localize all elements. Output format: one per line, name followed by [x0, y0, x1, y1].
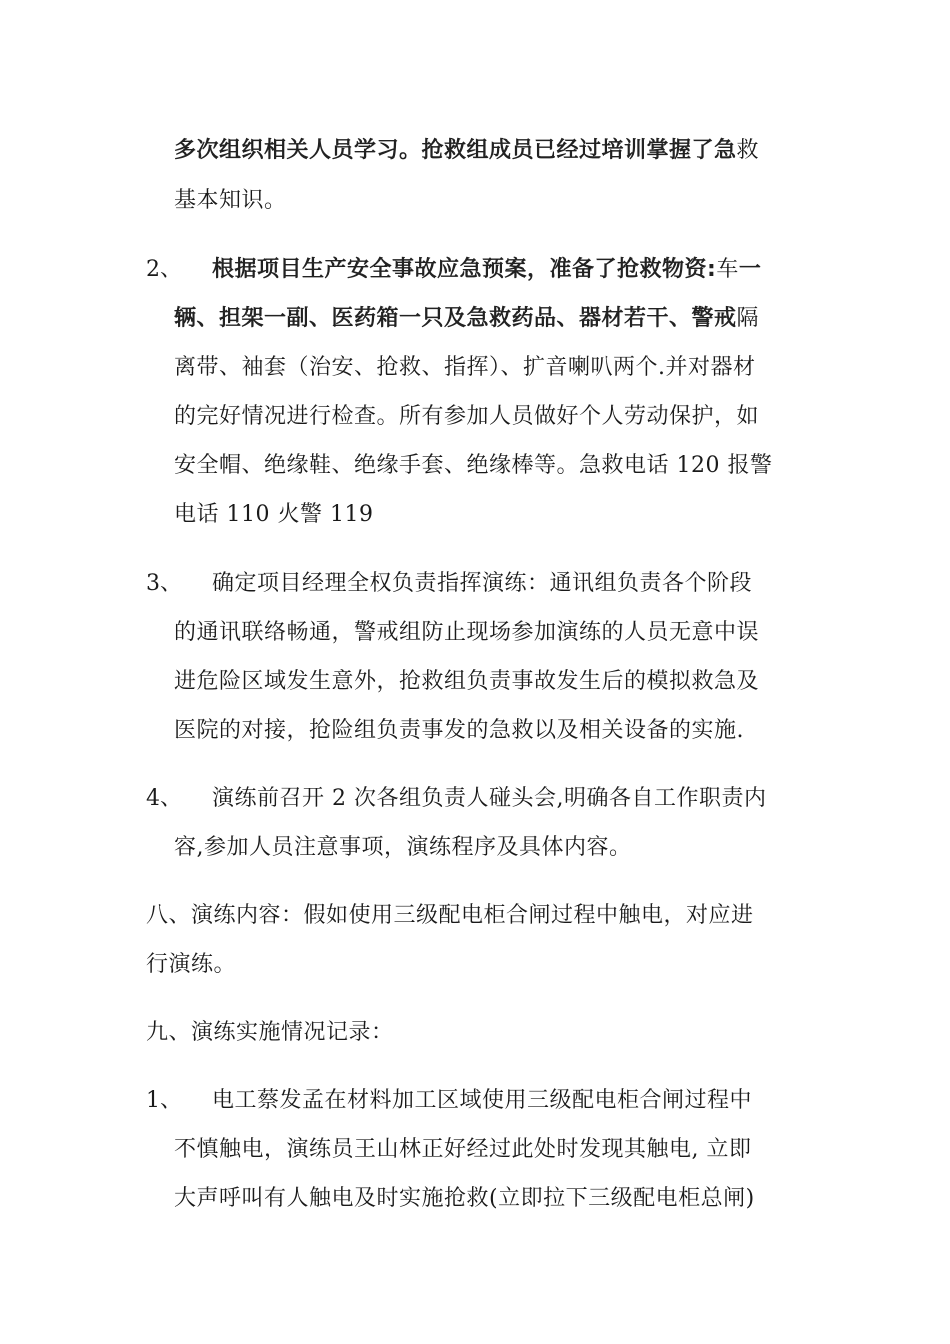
- item-2-line-2-head: 辆、担架一副、医药箱一只及急救药品、器材若干、警戒: [174, 306, 737, 331]
- item-2-line-4: 的完好情况进行检查。所有参加人员做好个人劳动保护，如: [174, 404, 760, 429]
- item-2-line-3: 离带、袖套（治安、抢救、指挥）、扩音喇叭两个.并对器材: [174, 355, 756, 380]
- item-3-line-3: 进危险区域发生意外，抢救组负责事故发生后的模拟救急及: [174, 669, 760, 694]
- item-3-number: 3、: [146, 571, 182, 596]
- item-4-number: 4、: [146, 786, 182, 811]
- item-2-line-6: 电话 110 火警 119: [174, 502, 374, 527]
- section-9-heading: 九、演练实施情况记录：: [146, 1020, 394, 1045]
- item-1b-line-3: 大声呼叫有人触电及时实施抢救(立即拉下三级配电柜总闸): [174, 1186, 755, 1211]
- item-2-line-1: [212, 256, 761, 284]
- item-1b-line-2: 不慎触电，演练员王山林正好经过此处时发现其触电, 立即: [174, 1137, 752, 1162]
- continuation-line-1-text: 多次组织相关人员学习。抢救组成员已经过培训掌握了急: [174, 138, 737, 163]
- item-1b-number: 1、: [146, 1088, 182, 1113]
- item-2-number: 2、: [146, 257, 182, 282]
- item-2-line-1-tail: 车: [716, 257, 739, 282]
- item-2-line-5: 安全帽、绝缘鞋、绝缘手套、绝缘棒等。急救电话 120 报警: [174, 453, 773, 478]
- continuation-line-2: 基本知识。: [174, 188, 287, 213]
- item-2-line-1-head: 根据项目生产安全事故应急预案，准备了抢救物资:: [212, 257, 717, 282]
- item-2-line-2: [174, 305, 759, 333]
- continuation-line-1-tail: 救: [736, 138, 760, 163]
- section-8-line-1: 八、演练内容：假如使用三级配电柜合闸过程中触电，对应进: [146, 903, 754, 928]
- item-3-line-2: 的通讯联络畅通，警戒组防止现场参加演练的人员无意中误: [174, 620, 760, 645]
- item-2-line-1-end: 一: [738, 257, 762, 282]
- item-2-line-2-tail: 隔: [736, 306, 760, 331]
- item-4-line-1: 演练前召开 2 次各组负责人碰头会,明确各自工作职责内: [212, 786, 767, 811]
- item-3-line-1: 确定项目经理全权负责指挥演练：通讯组负责各个阶段: [212, 571, 753, 596]
- continuation-line-1: [174, 137, 759, 165]
- item-3-line-4: 医院的对接，抢险组负责事发的急救以及相关设备的实施.: [174, 718, 744, 743]
- item-1b-line-1: 电工蔡发孟在材料加工区域使用三级配电柜合闸过程中: [212, 1088, 753, 1113]
- section-8-line-2: 行演练。: [146, 952, 237, 977]
- item-4-line-2: 容,参加人员注意事项，演练程序及具体内容。: [174, 835, 632, 860]
